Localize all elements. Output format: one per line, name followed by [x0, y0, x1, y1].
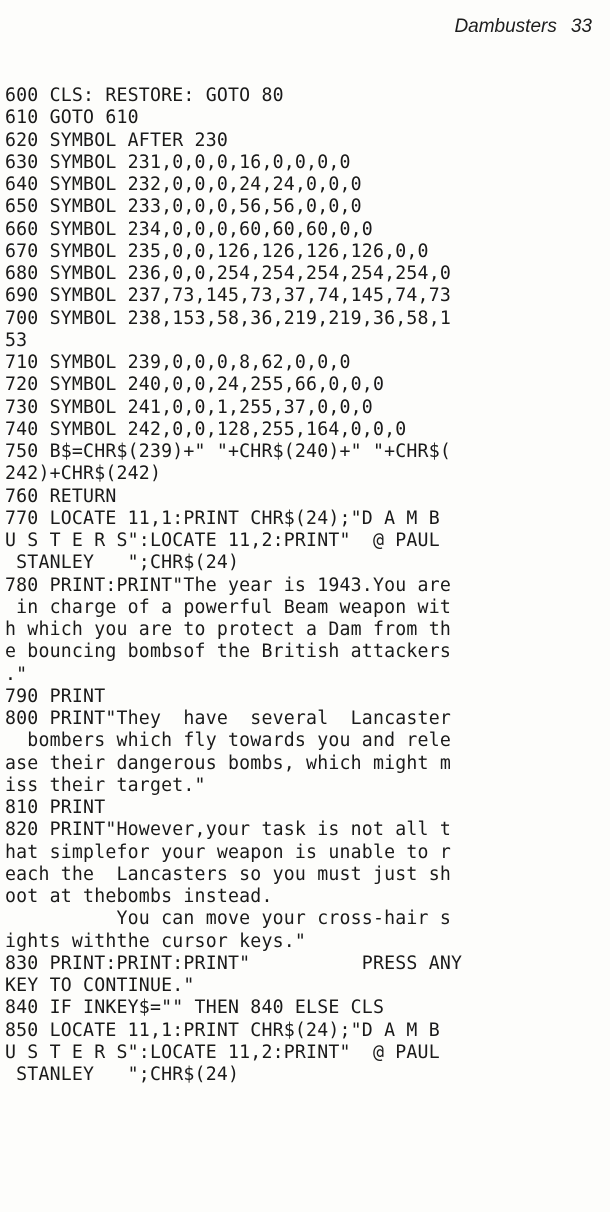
code-line: 840 IF INKEY$="" THEN 840 ELSE CLS — [5, 997, 385, 1019]
code-line: 830 PRINT:PRINT:PRINT" PRESS ANY — [5, 952, 463, 974]
running-title: Dambusters — [454, 16, 557, 37]
code-line: 740 SYMBOL 242,0,0,128,255,164,0,0,0 — [5, 418, 407, 440]
code-line: STANLEY ";CHR$(24) — [5, 552, 240, 574]
code-line: 630 SYMBOL 231,0,0,0,16,0,0,0,0 — [5, 151, 351, 173]
code-line: 710 SYMBOL 239,0,0,0,8,62,0,0,0 — [5, 352, 351, 373]
code-line: iss their target." — [5, 774, 206, 796]
code-line: 690 SYMBOL 237,73,145,73,37,74,145,74,73 — [5, 285, 451, 307]
code-line: 730 SYMBOL 241,0,0,1,255,37,0,0,0 — [5, 396, 373, 418]
page-number: 33 — [570, 16, 592, 37]
code-line: bombers which fly towards you and rele — [5, 730, 451, 752]
code-line: 800 PRINT"They have several Lancaster — [5, 708, 451, 729]
code-line: 660 SYMBOL 234,0,0,0,60,60,60,0,0 — [5, 218, 373, 240]
code-line: 242)+CHR$(242) — [5, 463, 162, 485]
page-header — [454, 16, 592, 38]
code-line: 650 SYMBOL 233,0,0,0,56,56,0,0,0 — [5, 196, 362, 218]
code-line: 820 PRINT"However,your task is not all t — [5, 819, 451, 841]
code-line: U S T E R S":LOCATE 11,2:PRINT" @ PAUL — [5, 530, 440, 551]
code-line: h which you are to protect a Dam from th — [5, 619, 451, 640]
code-line: each the Lancasters so you must just sh — [5, 863, 451, 885]
code-line: 640 SYMBOL 232,0,0,0,24,24,0,0,0 — [5, 174, 362, 195]
code-line: 750 B$=CHR$(239)+" "+CHR$(240)+" "+CHR$( — [5, 441, 451, 462]
code-line: 810 PRINT — [5, 797, 106, 818]
code-line: 700 SYMBOL 238,153,58,36,219,219,36,58,1 — [5, 307, 451, 329]
code-line: 760 RETURN — [5, 485, 117, 507]
code-line: 770 LOCATE 11,1:PRINT CHR$(24);"D A M B — [5, 507, 440, 529]
code-line: e bouncing bombsof the British attackers — [5, 641, 451, 663]
code-line: 610 GOTO 610 — [5, 107, 139, 129]
code-line: 620 SYMBOL AFTER 230 — [5, 129, 228, 151]
code-line: 53 — [5, 329, 28, 351]
code-line: 600 CLS: RESTORE: GOTO 80 — [5, 85, 284, 106]
code-line: ights withthe cursor keys." — [5, 930, 307, 952]
code-line: KEY TO CONTINUE." — [5, 975, 195, 996]
code-line: STANLEY ";CHR$(24) — [5, 1064, 240, 1085]
code-line: 780 PRINT:PRINT"The year is 1943.You are — [5, 574, 451, 596]
code-line: U S T E R S":LOCATE 11,2:PRINT" @ PAUL — [5, 1041, 440, 1063]
code-line: hat simplefor your weapon is unable to r — [5, 841, 451, 863]
code-line: oot at thebombs instead. — [5, 886, 273, 907]
code-line: 720 SYMBOL 240,0,0,24,255,66,0,0,0 — [5, 374, 385, 396]
code-line: ase their dangerous bombs, which might m — [5, 752, 451, 774]
code-line: in charge of a powerful Beam weapon wit — [5, 596, 451, 618]
code-line: 850 LOCATE 11,1:PRINT CHR$(24);"D A M B — [5, 1019, 440, 1041]
basic-program-listing — [5, 85, 605, 1086]
code-line: 670 SYMBOL 235,0,0,126,126,126,126,0,0 — [5, 240, 429, 262]
code-line: 680 SYMBOL 236,0,0,254,254,254,254,254,0 — [5, 263, 451, 284]
code-line: You can move your cross-hair s — [5, 908, 451, 930]
code-line: ." — [5, 663, 28, 685]
code-line: 790 PRINT — [5, 685, 106, 707]
